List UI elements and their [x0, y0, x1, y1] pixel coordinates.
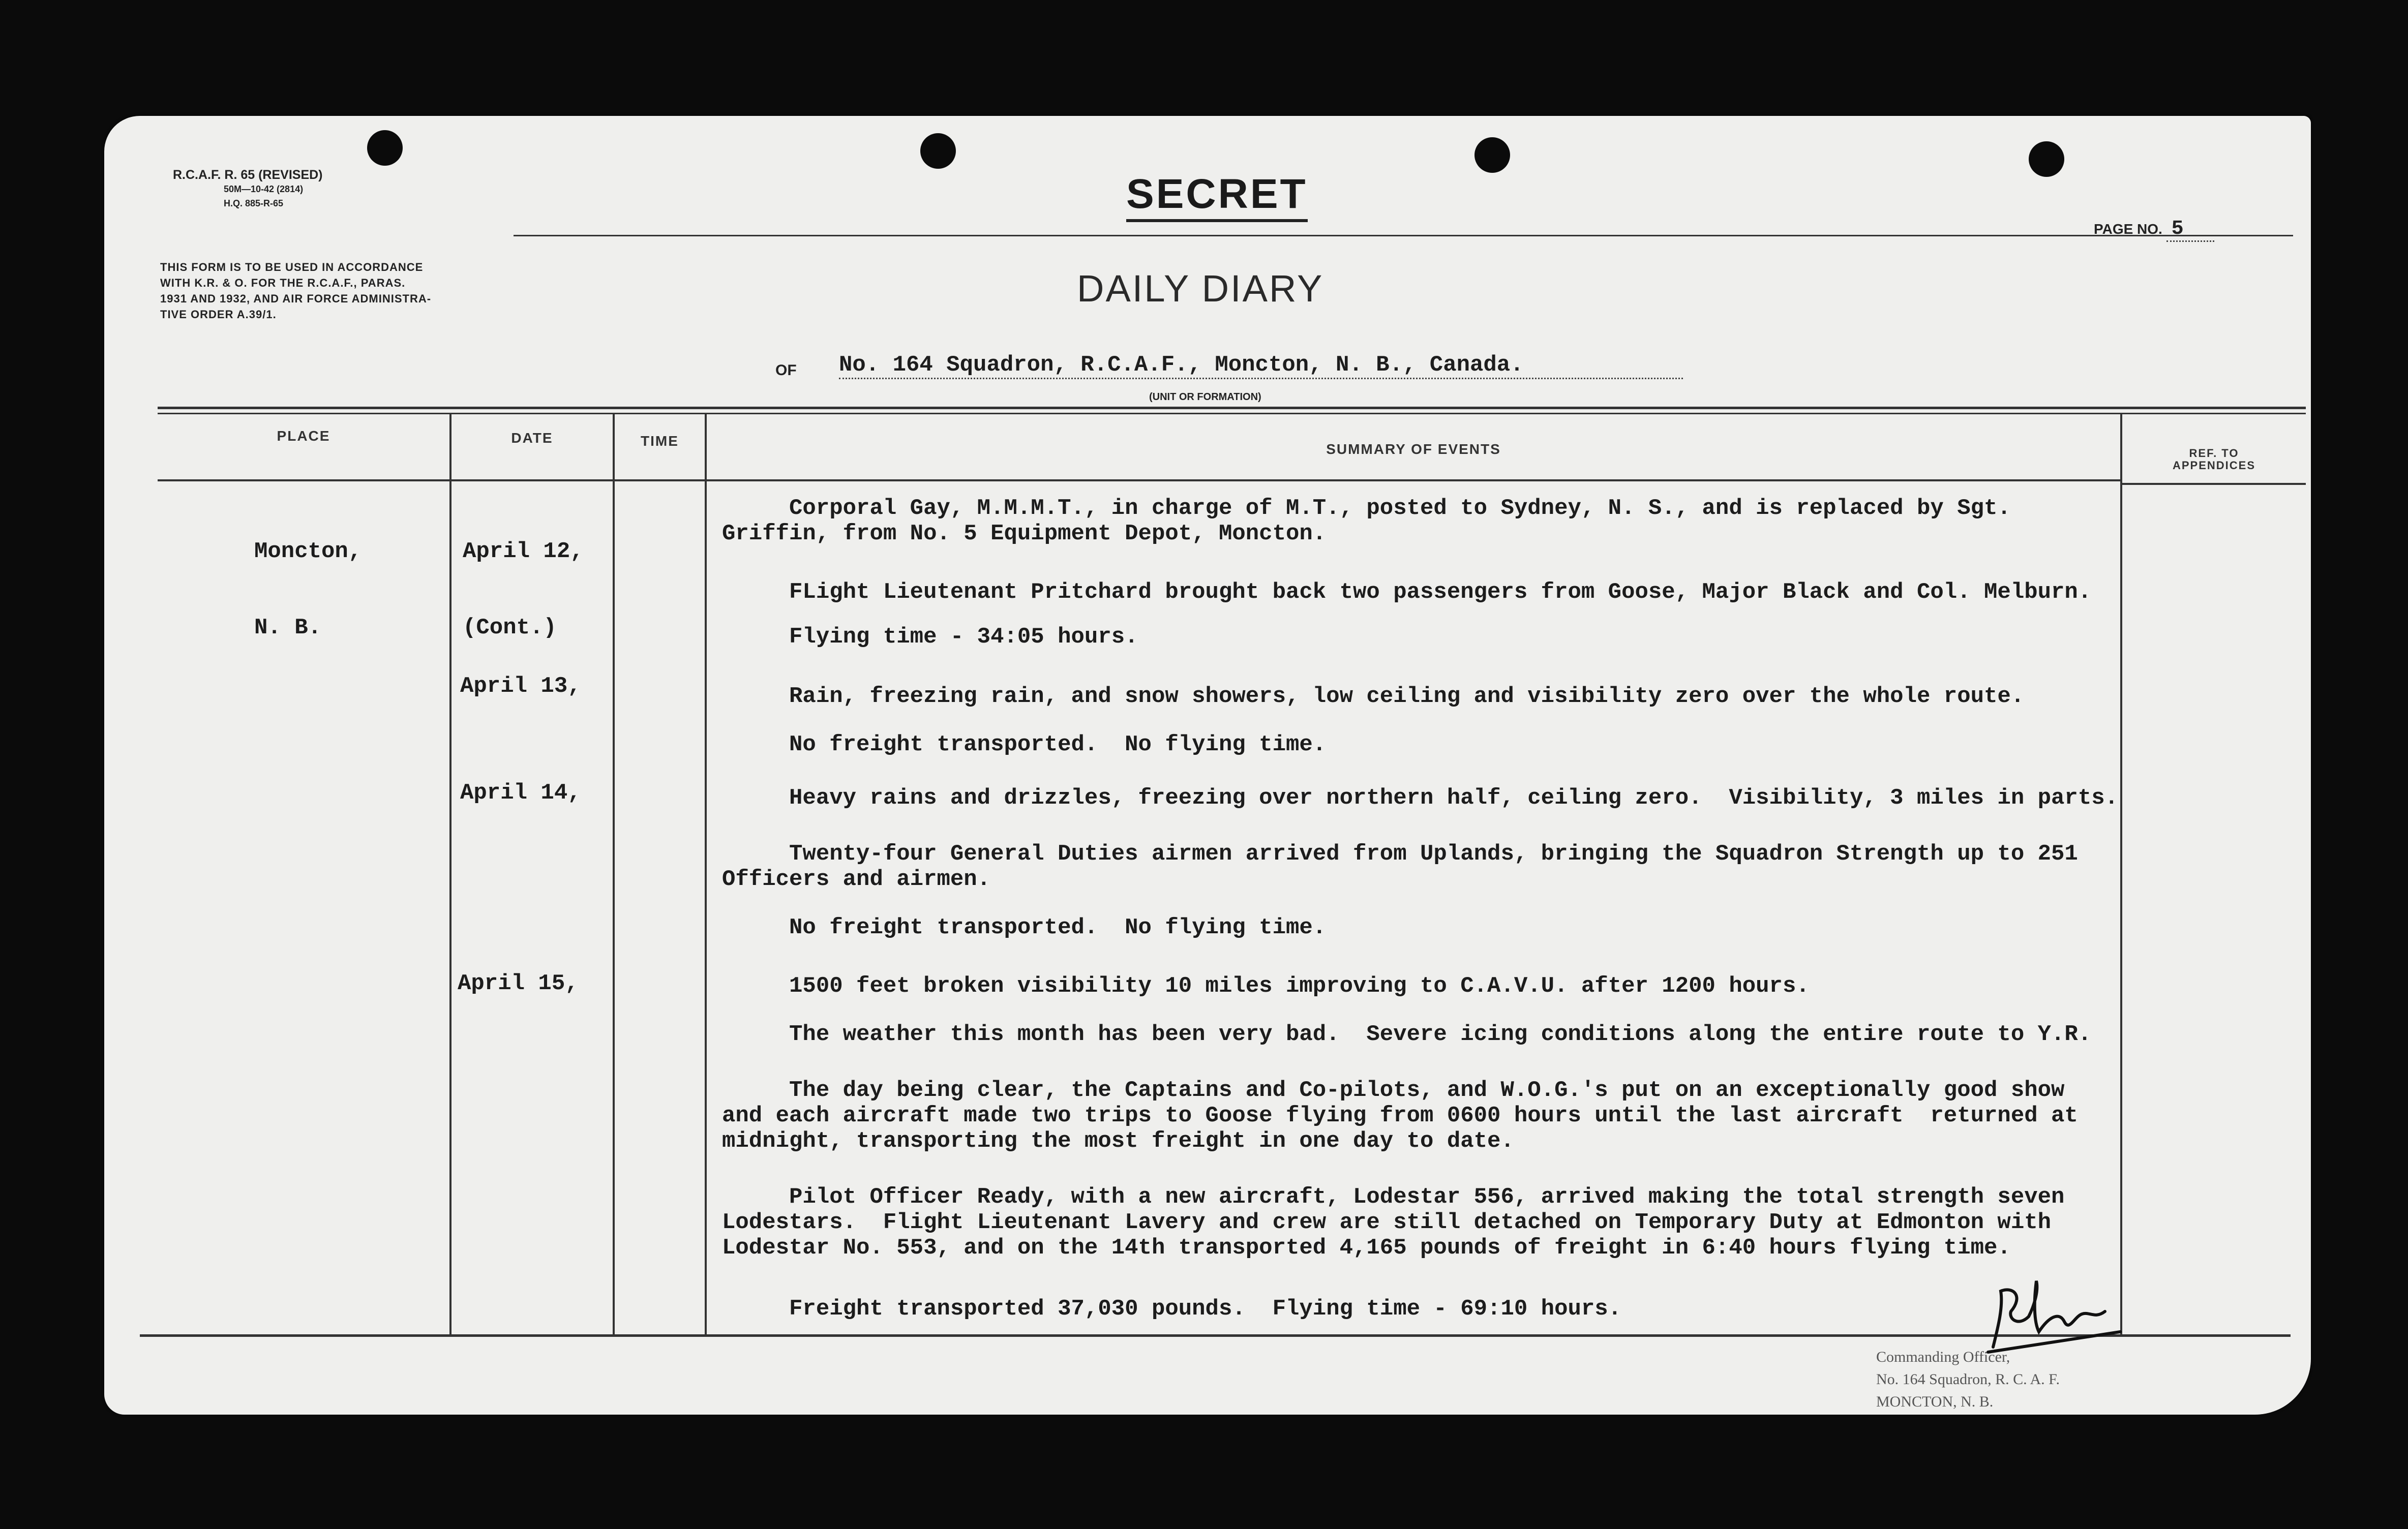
- date-cell: April 14,: [460, 780, 581, 806]
- date-cell: April 15,: [458, 971, 579, 996]
- summary-entry: [722, 496, 2011, 546]
- summary-line: Officers and airmen.: [722, 867, 991, 892]
- column-header-place: PLACE: [277, 428, 330, 444]
- header-bottom-rule: [158, 479, 2120, 481]
- date-cell: [463, 488, 584, 666]
- summary-line: Griffin, from No. 5 Equipment Depot, Moncton.: [722, 521, 1327, 546]
- summary-entry: [722, 1078, 2078, 1154]
- commanding-officer-signature: [1983, 1271, 2125, 1357]
- signature-location: MONCTON, N. B.: [1876, 1393, 1994, 1410]
- summary-line: and each aircraft made two trips to Goose flying from 0600 hours until the last aircraft returned at: [722, 1103, 2078, 1128]
- signature-unit: No. 164 Squadron, R. C. A. F.: [1876, 1371, 2060, 1388]
- summary-entry: [722, 1184, 2064, 1261]
- summary-line: 1500 feet broken visibility 10 miles improving to C.A.V.U. after 1200 hours.: [722, 973, 1810, 999]
- place-cell: [254, 488, 362, 666]
- place-line: Moncton,: [254, 539, 362, 564]
- summary-entry: [722, 684, 2024, 709]
- column-header-ref: [2122, 447, 2306, 472]
- form-id: [173, 168, 323, 210]
- form-id-line: R.C.A.F. R. 65 (REVISED): [173, 168, 323, 182]
- summary-line: Twenty-four General Duties airmen arrived from Uplands, bringing the Squadron Strength up to 251: [722, 841, 2078, 867]
- summary-entry: [722, 624, 1138, 650]
- summary-entry: [722, 915, 1326, 940]
- summary-line: Corporal Gay, M.M.M.T., in charge of M.T., posted to Sydney, N. S., and is replaced by Sgt.: [722, 496, 2011, 521]
- of-label: OF: [775, 362, 797, 379]
- punch-hole: [367, 130, 403, 166]
- column-header-ref-line: APPENDICES: [2172, 459, 2256, 472]
- table-bottom-rule: [140, 1334, 2291, 1337]
- page-number-field: [2094, 218, 2214, 240]
- summary-line: The day being clear, the Captains and Co-pilots, and W.O.G.'s put on an exceptionally good show: [722, 1078, 2065, 1103]
- summary-line: Flying time - 34:05 hours.: [722, 624, 1138, 650]
- summary-line: Lodestar No. 553, and on the 14th transported 4,165 pounds of freight in 6:40 hours flying time.: [722, 1235, 2011, 1261]
- summary-line: No freight transported. No flying time.: [722, 732, 1327, 757]
- document-title: DAILY DIARY: [1077, 267, 1324, 310]
- summary-entry: [722, 785, 2118, 811]
- punch-hole: [920, 133, 956, 169]
- column-divider: [449, 414, 452, 1334]
- column-header-summary: SUMMARY OF EVENTS: [1326, 441, 1501, 457]
- column-header-ref-line: REF. TO: [2189, 447, 2239, 460]
- summary-entry: [722, 732, 1326, 757]
- summary-line: Rain, freezing rain, and snow showers, low ceiling and visibility zero over the whole route.: [722, 684, 2025, 709]
- summary-entry: [722, 1296, 1621, 1322]
- summary-entry: [722, 1022, 2091, 1047]
- punch-hole: [2029, 141, 2064, 177]
- signature-block: [1876, 1346, 2060, 1413]
- summary-entry: [722, 579, 2091, 605]
- form-id-line: H.Q. 885-R-65: [224, 198, 284, 208]
- instruction-line: 1931 AND 1932, AND AIR FORCE ADMINISTRA-: [160, 292, 432, 305]
- date-line: (Cont.): [463, 615, 557, 640]
- form-instructions: [160, 259, 431, 322]
- summary-line: FLight Lieutenant Pritchard brought back two passengers from Goose, Major Black and Col. Melburn.: [722, 579, 2092, 605]
- place-line: N. B.: [254, 615, 322, 640]
- date-line: April 12,: [463, 539, 584, 564]
- header-rule: [514, 235, 2293, 236]
- page-number: 5: [2166, 218, 2214, 242]
- summary-line: No freight transported. No flying time.: [722, 915, 1327, 940]
- signature-title: Commanding Officer,: [1876, 1349, 2010, 1365]
- summary-line: Lodestars. Flight Lieutenant Lavery and crew are still detached on Temporary Duty at Edmonton with: [722, 1210, 2052, 1235]
- column-header-time: TIME: [641, 433, 679, 449]
- instruction-line: THIS FORM IS TO BE USED IN ACCORDANCE: [160, 261, 424, 273]
- summary-line: midnight, transporting the most freight in one day to date.: [722, 1128, 1514, 1154]
- summary-line: Heavy rains and drizzles, freezing over northern half, ceiling zero. Visibility, 3 miles in parts.: [722, 785, 2119, 811]
- classification-stamp: SECRET: [1126, 170, 1308, 222]
- column-header-date: DATE: [511, 430, 553, 446]
- column-divider: [2120, 414, 2122, 1334]
- date-cell: April 13,: [460, 674, 581, 699]
- summary-entry: [722, 973, 1810, 999]
- unit-caption: (UNIT OR FORMATION): [1149, 391, 1261, 403]
- instruction-line: WITH K.R. & O. FOR THE R.C.A.F., PARAS.: [160, 277, 406, 289]
- table-top-rule: [158, 407, 2306, 409]
- summary-line: The weather this month has been very bad. Severe icing conditions along the entire route to Y.R.: [722, 1022, 2092, 1047]
- unit-name: No. 164 Squadron, R.C.A.F., Moncton, N. B., Canada.: [839, 352, 1683, 379]
- form-id-line: 50M—10-42 (2814): [224, 184, 304, 194]
- instruction-line: TIVE ORDER A.39/1.: [160, 308, 277, 321]
- table-top-rule-inner: [158, 413, 2306, 414]
- column-divider: [613, 414, 615, 1334]
- summary-line: Freight transported 37,030 pounds. Flying time - 69:10 hours.: [722, 1296, 1622, 1322]
- page-label: PAGE NO.: [2094, 221, 2162, 237]
- ref-header-bottom-rule: [2120, 483, 2306, 485]
- punch-hole: [1474, 137, 1510, 173]
- column-divider: [705, 414, 707, 1334]
- summary-entry: [722, 841, 2078, 892]
- summary-line: Pilot Officer Ready, with a new aircraft, Lodestar 556, arrived making the total strength seven: [722, 1184, 2065, 1210]
